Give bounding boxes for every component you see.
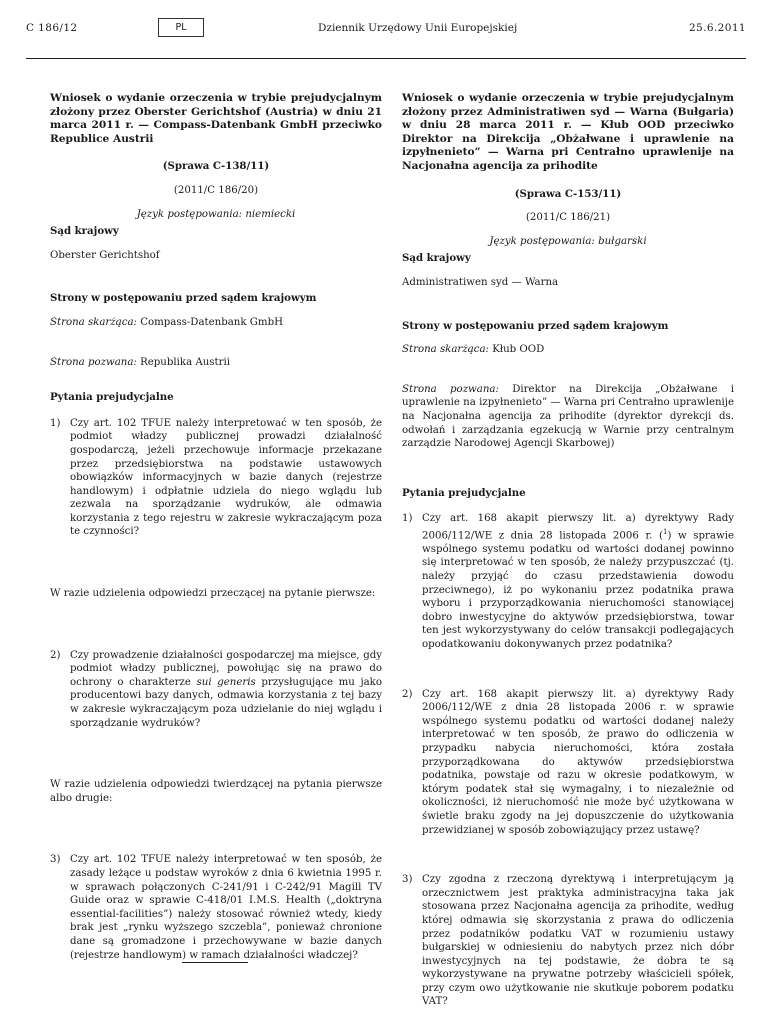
right-question-1 <box>402 512 734 651</box>
left-applicant-value: Compass-Datenbank GmbH <box>136 316 283 328</box>
footnote-ref-1: 1 <box>662 527 668 536</box>
right-parties-heading: Strony w postępowaniu przed sądem krajowym <box>402 319 669 332</box>
left-question-1-text: Czy art. 102 TFUE należy interpretować w ten sposób, że podmiot władzy publicznej prowadzi działalność gospodarczą, jeżeli przechowuje informacje przekazane przez przedsiębiorstwa na podstawie ustawowych obowiązków informacyjnych w bazie danych (rejestrze handlowym) i odpłatnie udziela do niego wglądu lub zezwala na sporządzanie wydruków, ale odmawia korzystania z tego rejestru w zakresie wykraczającym poza te czynności? <box>70 417 382 538</box>
right-questions-heading: Pytania prejudycjalne <box>402 486 526 499</box>
right-court-heading: Sąd krajowy <box>402 252 471 265</box>
left-questions-heading: Pytania prejudycjalne <box>50 391 174 404</box>
right-column <box>402 92 734 1009</box>
right-question-1-text-a: Czy art. 168 akapit pierwszy lit. a) dyrektywy Rady 2006/112/WE z dnia 28 listopada 2006 r. ( <box>422 513 734 542</box>
left-condition-2: W razie udzielenia odpowiedzi twierdzącej na pytania pierwsze albo drugie: <box>50 779 382 804</box>
right-applicant-label: Strona skarżąca: <box>402 344 489 356</box>
right-defendant-label: Strona pozwana: <box>402 383 499 395</box>
right-question-3-text: Czy zgodna z rzeczoną dyrektywą i interpretującym ją orzecznictwem jest praktyka administracyjna taka jak stosowana przez Nacjonałna agencija za prihodite, według której odmawia się skorzystania z prawa do odliczenia przez podatników podatku VAT w rozumieniu ustawy bułgarskiej w odniesieniu do nabytych przez nich dóbr inwestycyjnych na tej podstawie, że dobra te są wykorzystywane na prywatne potrzeby właścicieli spółek, przy czym owo użytkowanie nie skutkuje poborem podatku VAT? <box>422 874 734 1008</box>
footnote-rule <box>182 962 248 963</box>
right-title: Wniosek o wydanie orzeczenia w trybie prejudycjalnym złożony przez Administratiwen syd — Warna (Bułgaria) w dniu 28 marca 2011 r. — Kłub OOD przeciwko Direktor na Direkcija „Obżałwane i uprawlenie na izpyłnenieto” — Warna pri Centrałno uprawlenije na Nacjonałna agencija za prihodite <box>402 92 734 172</box>
left-parties-heading: Strony w postępowaniu przed sądem krajowym <box>50 292 317 305</box>
left-applicant-label: Strona skarżąca: <box>50 316 137 328</box>
right-question-1-text-b: ) w sprawie wspólnego systemu podatku od wartości dodanej powinno się interpretować w ten sposób, że należy przypuszczać (tj. należy przyjąć do czasu przedstawienia dowodu przeciwnego), iż po wykonaniu przez podatnika prawa wyboru i przyporządkowania nieruchomości stanowiącej dobro inwestycyjne do aktywów przedsiębiorstwa, towar ten jest wykorzystywany do celów transakcji podlegających opodatkowaniu dokonywanych przez podatnika? <box>422 530 735 651</box>
right-defendant-value: Direktor na Direkcija „Obżałwane i uprawlenie na izpyłnenieto” — Warna pri Centrałno uprawlenije na Nacjonałna agencija za prihodite (dyrektor dyrekcji ds. odwołań i zarządzania egzekucją w Warnie przy centralnym zarządzie Narodowej Agencji Skarbowej) <box>402 383 734 450</box>
left-reference: (2011/C 186/20) <box>173 184 259 196</box>
left-case-number: (Sprawa C-138/11) <box>162 160 270 173</box>
right-applicant-value: Kłub OOD <box>488 344 545 356</box>
left-defendant <box>50 356 382 370</box>
left-question-2-italic: sui generis <box>196 676 256 688</box>
right-question-3-number: 3) <box>402 874 413 886</box>
right-question-1-text <box>422 512 734 651</box>
page-header <box>26 18 746 44</box>
left-question-3 <box>50 853 382 962</box>
left-condition-1: W razie udzielenia odpowiedzi przeczącej na pytanie pierwsze: <box>50 588 376 600</box>
left-question-3-text: Czy art. 102 TFUE należy interpretować w ten sposób, że zasady leżące u podstaw wyroków z dnia 6 kwietnia 1995 r. w sprawach połączonych C-241/91 i C-242/91 Magill TV Guide oraz w sprawie C-418/01 I.M.S. Health („doktryna essential-facilities”) należy stosować również wtedy, kiedy brak jest „rynku wyższego szczebla”, ponieważ chronione dane są gromadzone i przechowywane w bazie danych (rejestrze handlowym) w ramach działalności władczej? <box>70 854 382 961</box>
right-procedure-language: Język postępowania: bułgarski <box>489 235 647 247</box>
right-defendant <box>402 383 734 451</box>
left-defendant-value: Republika Austrii <box>136 356 231 368</box>
left-question-3-number: 3) <box>50 854 61 866</box>
journal-code: C 186/12 <box>26 22 78 34</box>
header-rule <box>26 58 746 59</box>
right-question-2-number: 2) <box>402 688 413 700</box>
right-court: Administratiwen syd — Warna <box>402 276 559 288</box>
right-question-1-number: 1) <box>402 513 413 525</box>
left-question-2-text <box>70 649 382 731</box>
language-badge: PL <box>158 18 204 37</box>
left-court-heading: Sąd krajowy <box>50 225 119 238</box>
journal-title: Dziennik Urzędowy Unii Europejskiej <box>318 22 518 34</box>
left-column <box>50 92 382 962</box>
right-question-3 <box>402 873 734 1009</box>
left-title: Wniosek o wydanie orzeczenia w trybie prejudycjalnym złożony przez Oberster Gerichtshof (Austria) w dniu 21 marca 2011 r. — Compass-Datenbank GmbH przeciwko Republice Austrii <box>50 92 382 145</box>
left-question-1 <box>50 417 382 539</box>
right-question-2 <box>402 688 734 838</box>
left-question-2 <box>50 649 382 731</box>
left-question-2-number: 2) <box>50 649 61 661</box>
left-question-2-text-b: przysługujące mu jako producentowi bazy danych, odmawia korzystania z tej bazy w zakresie wykraczającym poza udzielanie do niej wglądu i sporządzanie wydruków? <box>70 676 382 729</box>
left-question-2-text-a: Czy prowadzenie działalności gospodarczej ma miejsce, gdy podmiot władzy publicznej, powołując się na prawo do ochrony o charakterze <box>70 649 382 688</box>
right-question-2-text: Czy art. 168 akapit pierwszy lit. a) dyrektywy Rady 2006/112/WE z dnia 28 listopada 2006 r. w sprawie wspólnego systemu podatku od wartości dodanej należy interpretować w ten sposób, że prawo do odliczenia w przypadku nabycia nieruchomości, która została przyporządkowana do aktywów przedsiębiorstwa podatnika, powstaje od razu w okresie podatkowym, w którym podatek stał się wymagalny, i to niezależnie od okoliczności, iż nieruchomość nie może być użytkowana w świetle braku zgody na jej dopuszczenie do użytkowania przewidzianej w sposób zobowiązujący przez ustawę? <box>422 688 734 836</box>
left-defendant-label: Strona pozwana: <box>50 356 137 368</box>
left-procedure-language: Język postępowania: niemiecki <box>136 208 296 220</box>
right-applicant <box>402 343 734 357</box>
left-applicant <box>50 316 382 330</box>
journal-date: 25.6.2011 <box>688 22 746 34</box>
right-reference: (2011/C 186/21) <box>525 212 611 224</box>
left-question-1-number: 1) <box>50 417 61 429</box>
right-case-number: (Sprawa C-153/11) <box>514 187 622 200</box>
left-court: Oberster Gerichtshof <box>50 249 160 261</box>
